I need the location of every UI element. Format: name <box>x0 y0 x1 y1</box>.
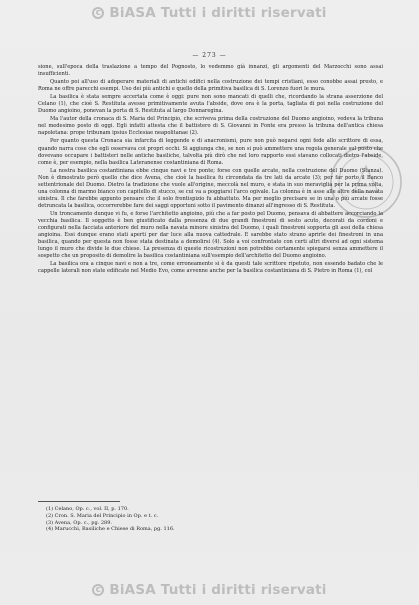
paragraph: sione, sull'epoca della traslazione a tempo del Pognosto, lo vedemmo già innanzi, gli argomenti del Marzocchi sono assai insufficienti. <box>38 64 383 78</box>
footnote-divider <box>38 501 120 502</box>
watermark-bottom-text: BiASA Tutti i diritti riservati <box>109 582 327 598</box>
paragraph: La nostra basilica costantiniana ebbe cinque navi e tre ponte; forse con quelle arcate, nella costruzione del Duomo (Stanza). Non è dimostrato però quello che dice Avena, che cioè la basilica fu circondata da tre lati da arcate (3); per far porto il Banco settentrionale del Duomo. Dietro la tradizione che vuole all'origine, meccolà nel muro, e stata in suo meraviglia per la prima volta, una colonna di marmo bianco con capitello di stucco, se cui va a poggiarsi l'arco ogivale. La colonna è in asse alle altre della navata sinistra. Il che farebbe appunto pensare che il solo frontispizio fu abbattuto. Ma per meglio precisare se in una o più arcate fosse detruncata la basilica, occorrerebbe fare dei saggi opportuni sotto il pavimento dinanzi all'ingresso di S. Restituta. <box>38 167 383 209</box>
footnote: (1) Celano, Op. c., vol. II, p. 170. <box>46 506 129 512</box>
footnote: (2) Cron. S. Maria del Principio in Op. e t. c. <box>46 512 159 519</box>
watermark-top-text: BiASA Tutti i diritti riservati <box>109 5 327 21</box>
paragraph: La basilica ora a cinque navi e non a tre, come erroneamente si è da questi tale scrittore ripetuto, non essendo badato che le cappelle laterali non state edificate nel Medio Evo, come avvenne anche per la basilica costantiniana di S. Pietro in Roma (1), col <box>38 261 383 275</box>
footnote: (4) Marucchi, Basiliche e Chiese di Roma, pg. 116. <box>46 526 175 533</box>
footnotes <box>38 501 383 533</box>
paragraph: Quanto poi all'uso di adoperare materiali di antichi edifici nella costruzione dei tempi cristiani, esso conobbe assai presto, e Roma ne offre parecchi esempi. Uso dei più antichi e quello della primitiva basilica di S. Lorenzo fuori le mura. <box>38 79 383 93</box>
body-text <box>38 64 383 275</box>
page-number: — 273 — <box>192 52 227 59</box>
paragraph: La basilica è stata sempre accertata come è oggi: pure non sono mancati di quelli che, ricordando la strana asserzione del Celano (1), che cioè S. Restituta avesse primitivamente avuta l'abside, dove ora è la porta, tagliata di poi nella costruzione del Duomo angioino, ponevan la porta di S. Restituta al largo Donnaregina. <box>38 94 383 115</box>
paragraph: Ma l'autor della cronaca di S. Maria del Principio, che scriveva prima della costruzione del Duomo angioino, vedeva la tribuna nel medesimo posto di oggi. Egli infatti attesta che il battistero di S. Giovanni in Fonte era presso la tribuna dell'antica chiesa napoletana: prope tribunam ipsius Ecclesiae neapolitanae (2). <box>38 116 383 137</box>
footnote: (3) Avena, Op. c., pg. 289. <box>46 519 113 526</box>
copyright-icon: c <box>92 7 104 19</box>
watermark-top <box>0 3 419 23</box>
paragraph: Per quanto questa Cronaca sia infarcita di leggende e di anacronismi, pure non può negarsi ogni fede allo scrittore di essa, quando narra cose che egli osservava coi propri occhi. Si aggiunga che, se non si può ammettere una regola generale sul posto che dovevano occupare i battisteri nelle antiche basiliche, talvolta più dirò che nel loro rapporto essi stavano collocati dietro l'abside, come è, per esempio, nella basilica Lateranense costantiniana di Roma. <box>38 138 383 166</box>
watermark-bottom <box>0 580 419 600</box>
copyright-icon: c <box>92 584 104 596</box>
paragraph: Un troncamento dunque vi fu, e forse l'architetto angioino, più che a far posto pel Duomo, pensava di abbattere accorciando la vecchia basilica. Il soggetto è ben giustificato dalla presenza di due grandi finestroni di sesto acuto, decorati da cordoni e configurati nella facciata anteriore del muro nella navata minore sinistra del Duomo, i quali finestroni sopporta gli assi della chiesa angioina. Essi dunque erano stati aperti per dar luce alla nuova cattedrale. E sarebbe stato strano aprirle dei finestroni in una basilica, quando per questa non fosse stata destinata a demolirsi (4). Solo a voi confrontato con certi altri diversi ad ogni sistema lungo il muro che divide le due chiese. La presenza di queste ricostruzioni non potrebbe certamente spiegarsi senza ammettere il sospetto che un proposito di demolire la basilica costantiniana sull'esempio dell'architetto del Duomo angioino. <box>38 210 383 260</box>
